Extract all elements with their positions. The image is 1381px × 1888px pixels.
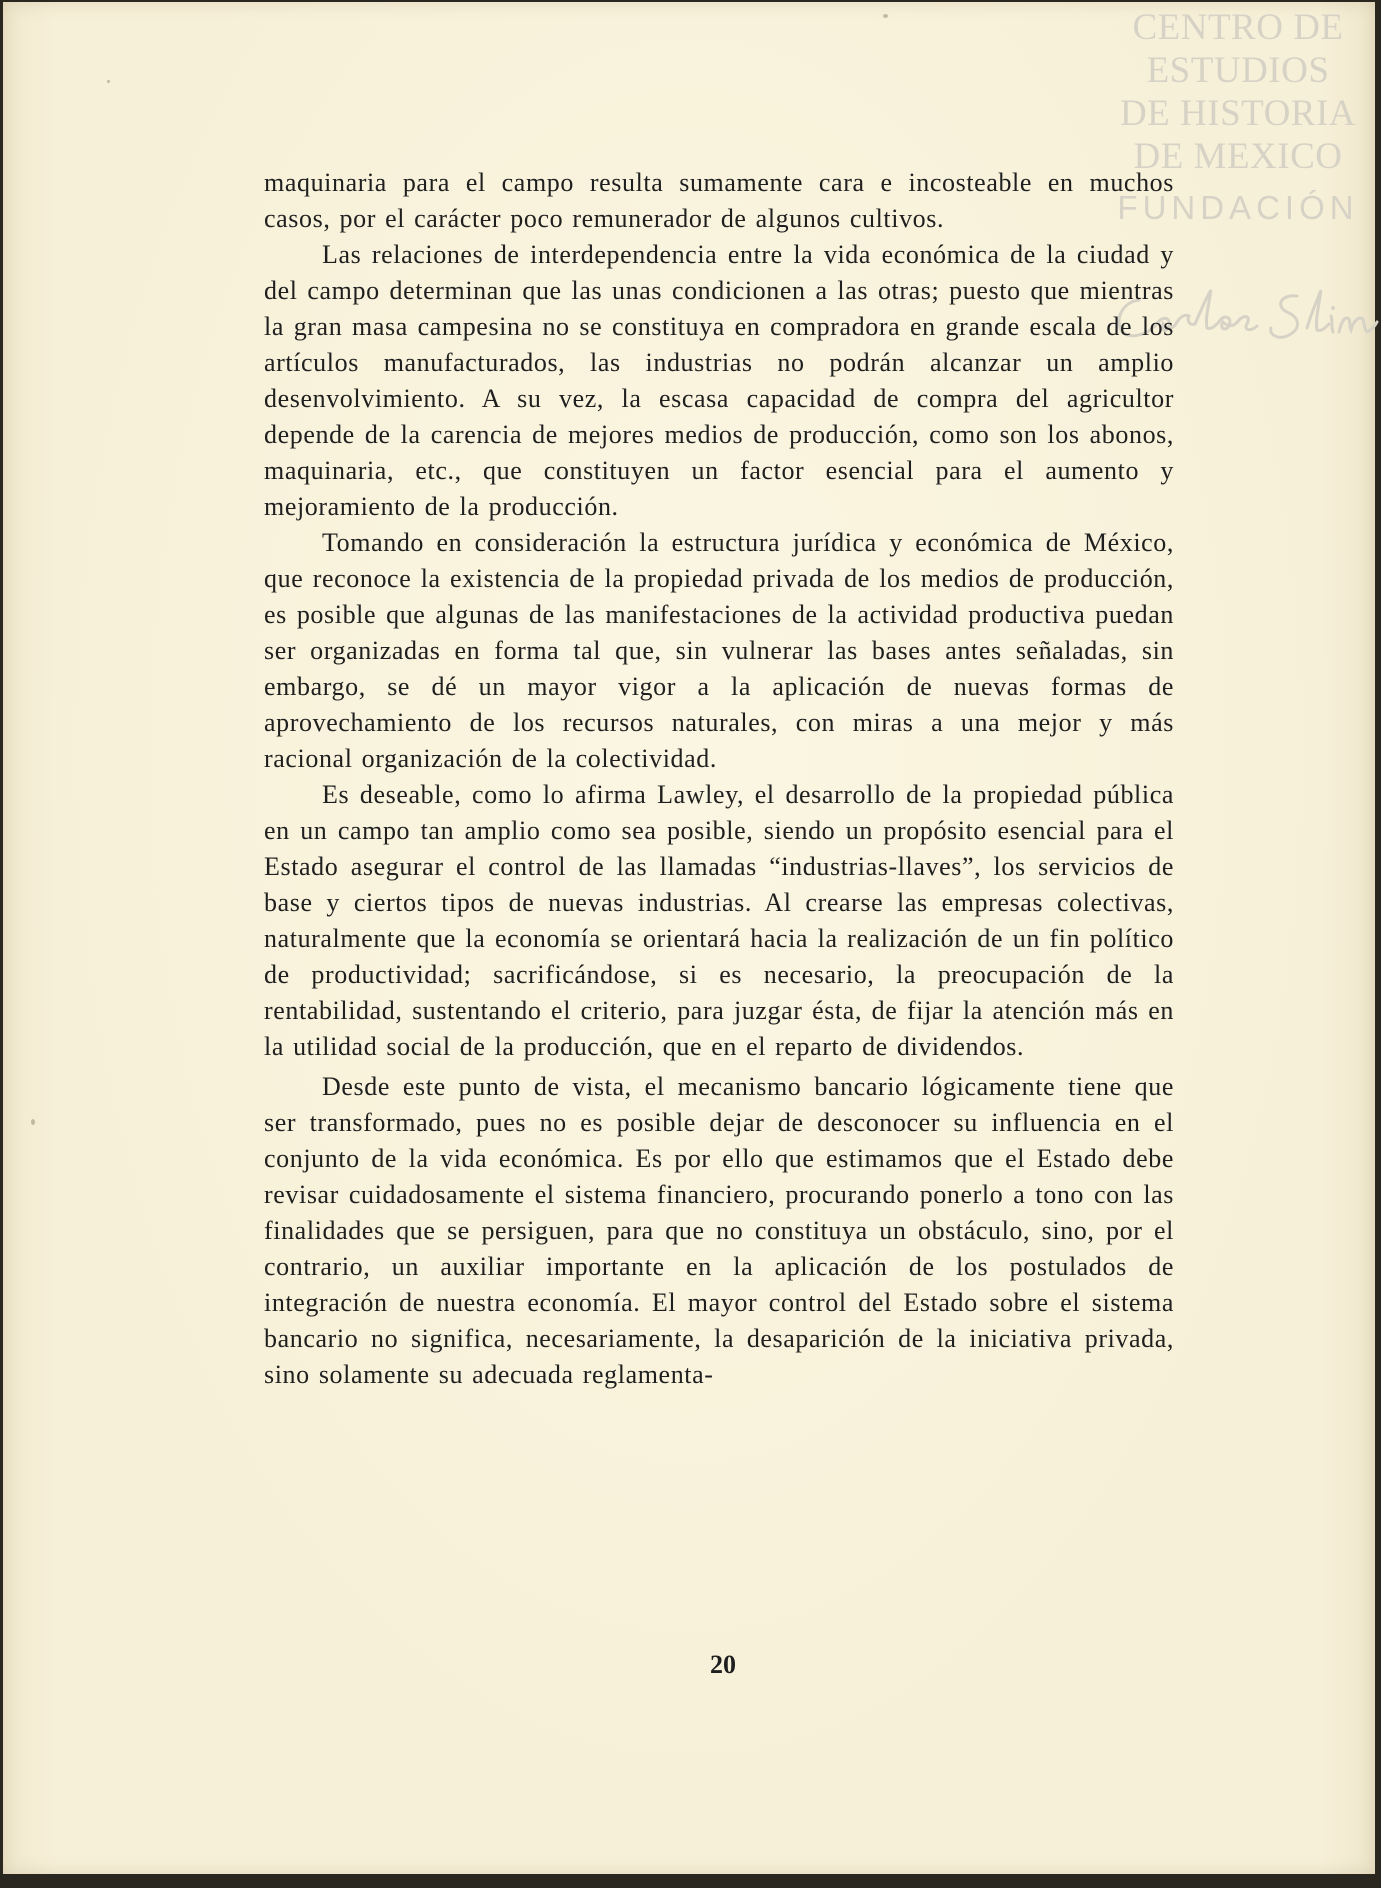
paragraph: Tomando en consideración la estructura jurídica y económica de México, que reconoce la existencia de la propiedad privada de los medios de producción, es posible que algunas de las manifestaciones de la actividad productiva puedan ser organizadas en forma tal que, sin vulnerar las bases antes señaladas, sin embargo, se dé un mayor vigor a la aplicación de nuevas formas de aprovechamiento de los recursos naturales, con miras a una mejor y más racional organización de la colectividad. — [264, 528, 1174, 773]
page-number: 20 — [710, 1650, 736, 1679]
paragraph: Las relaciones de interdependencia entre la vida económica de la ciudad y del campo determinan que las unas condicionen a las otras; puesto que mientras la gran masa campesina no se constituya en compradora en grande escala de los artículos manufacturados, las industrias no podrán alcanzar un amplio desenvolvimiento. A su vez, la escasa capacidad de compra del agricultor depende de la carencia de mejores medios de producción, como son los abonos, maquinaria, etc., que constituyen un factor esencial para el aumento y mejoramiento de la producción. — [264, 240, 1174, 521]
watermark-line: ESTUDIOS — [1146, 50, 1330, 91]
watermark-fundacion: FUNDACIÓN — [1117, 189, 1359, 226]
watermark-line: DE MEXICO — [1133, 136, 1343, 177]
body-text — [264, 165, 1174, 1393]
paragraph-continuation: maquinaria para el campo resulta sumamente cara e incosteable en muchos casos, por el carácter poco remunerador de algunos cultivos. — [264, 168, 1174, 233]
document-page — [3, 2, 1375, 1874]
paper-speck — [107, 80, 110, 83]
paper-speck — [31, 1119, 35, 1125]
paragraph: Es deseable, como lo afirma Lawley, el desarrollo de la propiedad pública en un campo tan amplio como sea posible, siendo un propósito esencial para el Estado asegurar el control de las llamadas “industrias-llaves”, los servicios de base y ciertos tipos de nuevas industrias. Al crearse las empresas colectivas, naturalmente que la economía se orientará hacia la realización de un fin político de productividad; sacrificándose, si es necesario, la preocupación de la rentabilidad, sustentando el criterio, para juzgar ésta, de fijar la atención más en la utilidad social de la producción, que en el reparto de dividendos. — [264, 780, 1174, 1061]
paper-speck — [883, 14, 888, 18]
paragraph: Desde este punto de vista, el mecanismo bancario lógicamente tiene que ser transformado, pues no es posible dejar de desconocer su influencia en el conjunto de la vida económica. Es por ello que estimamos que el Estado debe revisar cuidadosamente el sistema financiero, procurando ponerlo a tono con las finalidades que se persiguen, para que no constituya un obstáculo, sino, por el contrario, un auxiliar importante en la aplicación de los postulados de integración de nuestra economía. El mayor control del Estado sobre el sistema bancario no significa, necesariamente, la desaparición de la iniciativa privada, sino solamente su adecuada reglamenta- — [264, 1072, 1174, 1389]
watermark-line: DE HISTORIA — [1119, 93, 1357, 134]
watermark-line: CENTRO DE — [1132, 7, 1344, 48]
